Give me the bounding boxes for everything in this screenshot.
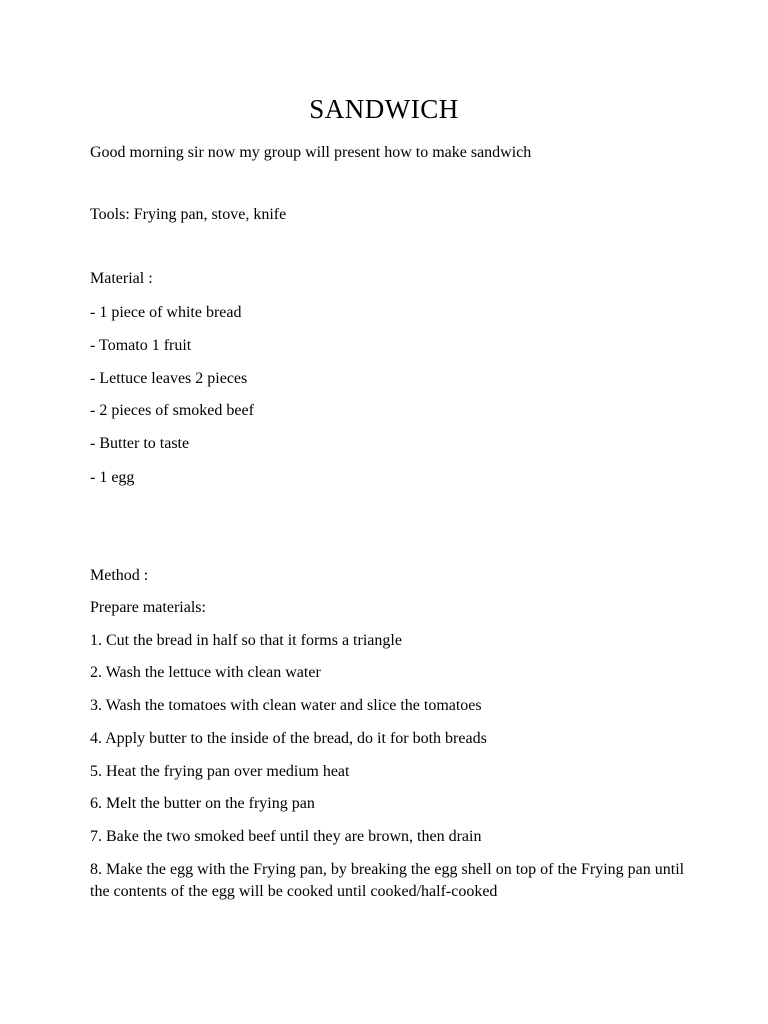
material-item: - 1 piece of white bread [90,304,242,321]
method-step: 7. Bake the two smoked beef until they are brown, then drain [90,828,482,845]
tools-text: Tools: Frying pan, stove, knife [90,206,287,223]
material-item: - Butter to taste [90,435,190,452]
method-step: 3. Wash the tomatoes with clean water and slice the tomatoes [90,697,482,714]
method-step: 8. Make the egg with the Frying pan, by breaking the egg shell on top of the Frying pan until the contents of the egg will be cooked until cooked/half-cooked [90,861,685,900]
material-item: - Lettuce leaves 2 pieces [90,370,248,387]
prepare-heading: Prepare materials: [90,599,206,616]
method-heading: Method : [90,567,149,584]
intro-text: Good morning sir now my group will present how to make sandwich [90,144,532,161]
material-item: - 2 pieces of smoked beef [90,402,254,419]
method-step: 1. Cut the bread in half so that it forms a triangle [90,632,402,649]
method-step: 2. Wash the lettuce with clean water [90,664,321,681]
material-item: - Tomato 1 fruit [90,337,192,354]
method-step: 6. Melt the butter on the frying pan [90,795,315,812]
method-step: 4. Apply butter to the inside of the bread, do it for both breads [90,730,487,747]
document-title: SANDWICH [309,94,459,124]
method-step: 5. Heat the frying pan over medium heat [90,763,350,780]
material-item: - 1 egg [90,469,135,486]
material-heading: Material : [90,270,153,287]
